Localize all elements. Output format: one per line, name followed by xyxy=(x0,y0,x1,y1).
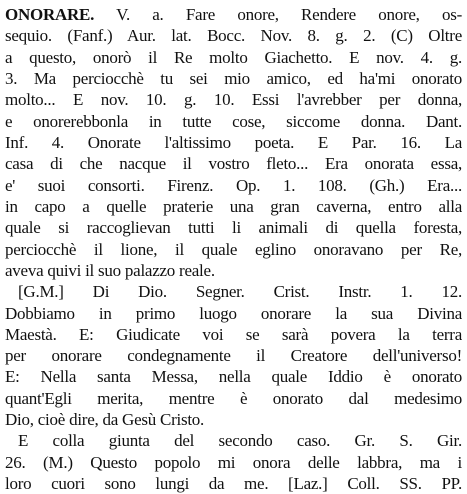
entry-line: aveva quivi il suo palazzo reale. xyxy=(5,260,215,280)
entry-line: e onorerebbonla in tutte cose, siccome donna. Dant. xyxy=(5,111,462,131)
entry-line: quale si raccoglievan tutti li animali di quella foresta, xyxy=(5,218,462,238)
entry-line: perciocchè il lione, il quale eglino onoravano per Re, xyxy=(5,239,462,259)
entry-line: per onorare condegnamente il Creatore dell'universo! xyxy=(5,346,462,366)
entry-line: Inf. 4. Onorate l'altissimo poeta. E Par. 16. La xyxy=(5,132,462,152)
entry-line: 3. Ma perciocchè tu sei mio amico, ed ha'mi onorato xyxy=(5,69,462,88)
entry-line: casa di che nacque il vostro fleto... Era onorata essa, xyxy=(5,154,462,174)
entry-line: Dobbiamo in primo luogo onorare la sua Divina xyxy=(5,303,462,323)
entry-line: in capo a quelle praterie una gran caverna, entro alla xyxy=(5,196,462,216)
headword: ONORARE. xyxy=(5,5,95,24)
entry-line: ONORARE. V. a. Fare onore, Rendere onore, os- xyxy=(5,5,462,24)
entry-line: 26. (M.) Questo popolo mi onora delle labbra, ma i xyxy=(5,452,462,472)
entry-line: e' suoi consorti. Firenz. Op. 1. 108. (Gh.) Era... xyxy=(5,175,462,195)
entry-line: E: Nella santa Messa, nella quale Iddio è onorato xyxy=(5,367,462,387)
entry-line: a questo, onorò il Re molto Giachetto. E nov. 4. g. xyxy=(5,47,462,67)
entry-line: [G.M.] Di Dio. Segner. Crist. Instr. 1. 12. xyxy=(18,282,462,302)
entry-line: Maestà. E: Giudicate voi se sarà povera la terra xyxy=(5,324,462,344)
entry-line: sequio. (Fanf.) Aur. lat. Bocc. Nov. 8. g. 2. (C) Oltre xyxy=(5,26,462,46)
entry-line: loro cuori sono lungi da me. [Laz.] Coll. SS. PP. xyxy=(5,474,462,493)
entry-line: quant'Egli merita, mentre è onorato dal medesimo xyxy=(5,388,462,408)
entry-line: molto... E nov. 10. g. 10. Essi l'avrebber per donna, xyxy=(5,90,462,110)
entry-line: E colla giunta del secondo caso. Gr. S. Gir. xyxy=(18,431,462,451)
entry-line: Dio, cioè dire, da Gesù Cristo. xyxy=(5,410,205,429)
